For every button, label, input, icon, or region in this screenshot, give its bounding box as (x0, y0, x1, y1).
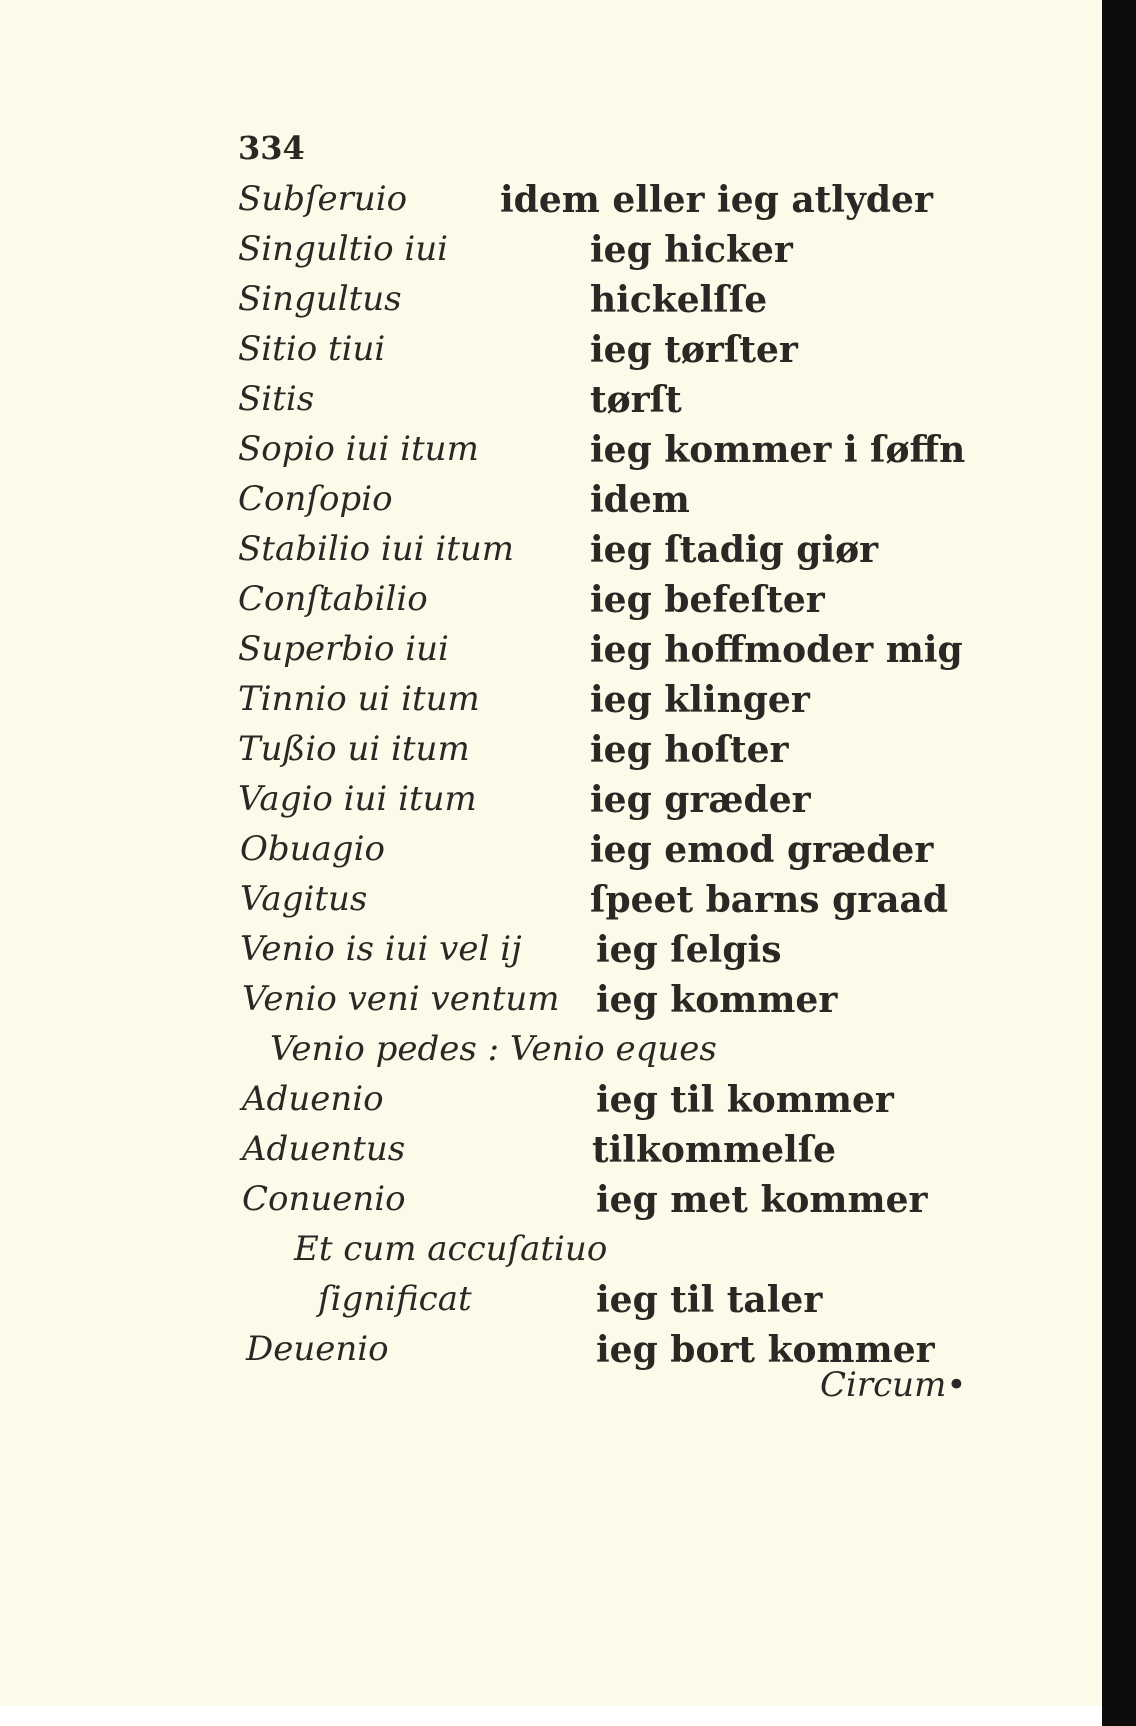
entry-row (0, 929, 1102, 982)
danish-translation: hickelſſe (590, 279, 768, 321)
danish-translation: idem (590, 479, 690, 521)
danish-translation: ieg met kommer (596, 1179, 928, 1221)
danish-translation: tilkommelſe (592, 1129, 837, 1171)
entry-row (0, 529, 1102, 582)
latin-term: Superbio iui (238, 629, 449, 669)
latin-term: Conſtabilio (238, 579, 428, 619)
entry-row (0, 1079, 1102, 1132)
danish-translation: ſpeet barns graad (590, 879, 949, 921)
latin-term: Sopio iui itum (238, 429, 479, 469)
danish-translation: ieg bort kommer (596, 1329, 935, 1371)
latin-term: Sitis (238, 379, 315, 419)
latin-term: Tußio ui itum (238, 729, 470, 769)
entry-row (0, 779, 1102, 832)
entry-row (0, 879, 1102, 932)
entry-row (0, 479, 1102, 532)
entry-row (0, 429, 1102, 482)
scan-edge-bottom (0, 1706, 1102, 1726)
danish-translation: ieg hoſter (590, 729, 789, 771)
latin-term: Venio is iui vel ij (240, 929, 522, 969)
entry-row (0, 329, 1102, 382)
latin-term: Aduentus (242, 1129, 406, 1169)
entry-row (0, 229, 1102, 282)
entry-row (0, 1229, 1102, 1282)
latin-term: Conſopio (238, 479, 393, 519)
latin-term: Deuenio (246, 1329, 389, 1369)
latin-term: Venio pedes : Venio eques (270, 1029, 717, 1069)
danish-translation: ieg til taler (596, 1279, 823, 1321)
danish-translation: ieg tørſter (590, 329, 798, 371)
scan-edge-right (1102, 0, 1136, 1726)
danish-translation: ieg hicker (590, 229, 793, 271)
latin-term: Obuagio (240, 829, 385, 869)
latin-term: Et cum accuſatiuo (294, 1229, 608, 1269)
danish-translation: ieg hoffmoder mig (590, 629, 963, 671)
danish-translation: ieg til kommer (596, 1079, 894, 1121)
entry-row (0, 179, 1102, 232)
entry-row (0, 379, 1102, 432)
latin-term: Tinnio ui itum (238, 679, 480, 719)
entry-row (0, 279, 1102, 332)
entry-row (0, 829, 1102, 882)
latin-term: Stabilio iui itum (238, 529, 515, 569)
entry-row (0, 1029, 1102, 1082)
entry-row (0, 979, 1102, 1032)
entry-row (0, 579, 1102, 632)
page-number: 334 (238, 129, 305, 167)
latin-term: Singultio iui (238, 229, 449, 269)
entry-row (0, 729, 1102, 782)
danish-translation: ieg klinger (590, 679, 810, 721)
danish-translation: idem eller ieg atlyder (500, 179, 933, 221)
latin-term: Vagitus (240, 879, 368, 919)
danish-translation: ieg kommer (596, 979, 838, 1021)
danish-translation: ieg græder (590, 779, 811, 821)
entry-row (0, 1129, 1102, 1182)
latin-term: Vagio iui itum (238, 779, 477, 819)
entry-row (0, 1279, 1102, 1332)
latin-term: Conuenio (242, 1179, 406, 1219)
danish-translation: ieg emod græder (590, 829, 934, 871)
catchword: Circum• (820, 1365, 967, 1405)
danish-translation: ieg ſtadig giør (590, 529, 879, 571)
latin-term: Singultus (238, 279, 402, 319)
danish-translation: ieg kommer i ſøffn (590, 429, 966, 471)
latin-term: Aduenio (242, 1079, 384, 1119)
entry-row (0, 1179, 1102, 1232)
latin-term: Venio veni ventum (242, 979, 560, 1019)
danish-translation: ieg befeſter (590, 579, 825, 621)
latin-term: ſignificat (318, 1279, 472, 1319)
entry-row (0, 679, 1102, 732)
danish-translation: ieg ſelgis (596, 929, 782, 971)
entry-row (0, 629, 1102, 682)
latin-term: Subſeruio (238, 179, 408, 219)
danish-translation: tørſt (590, 379, 682, 421)
latin-term: Sitio tiui (238, 329, 386, 369)
